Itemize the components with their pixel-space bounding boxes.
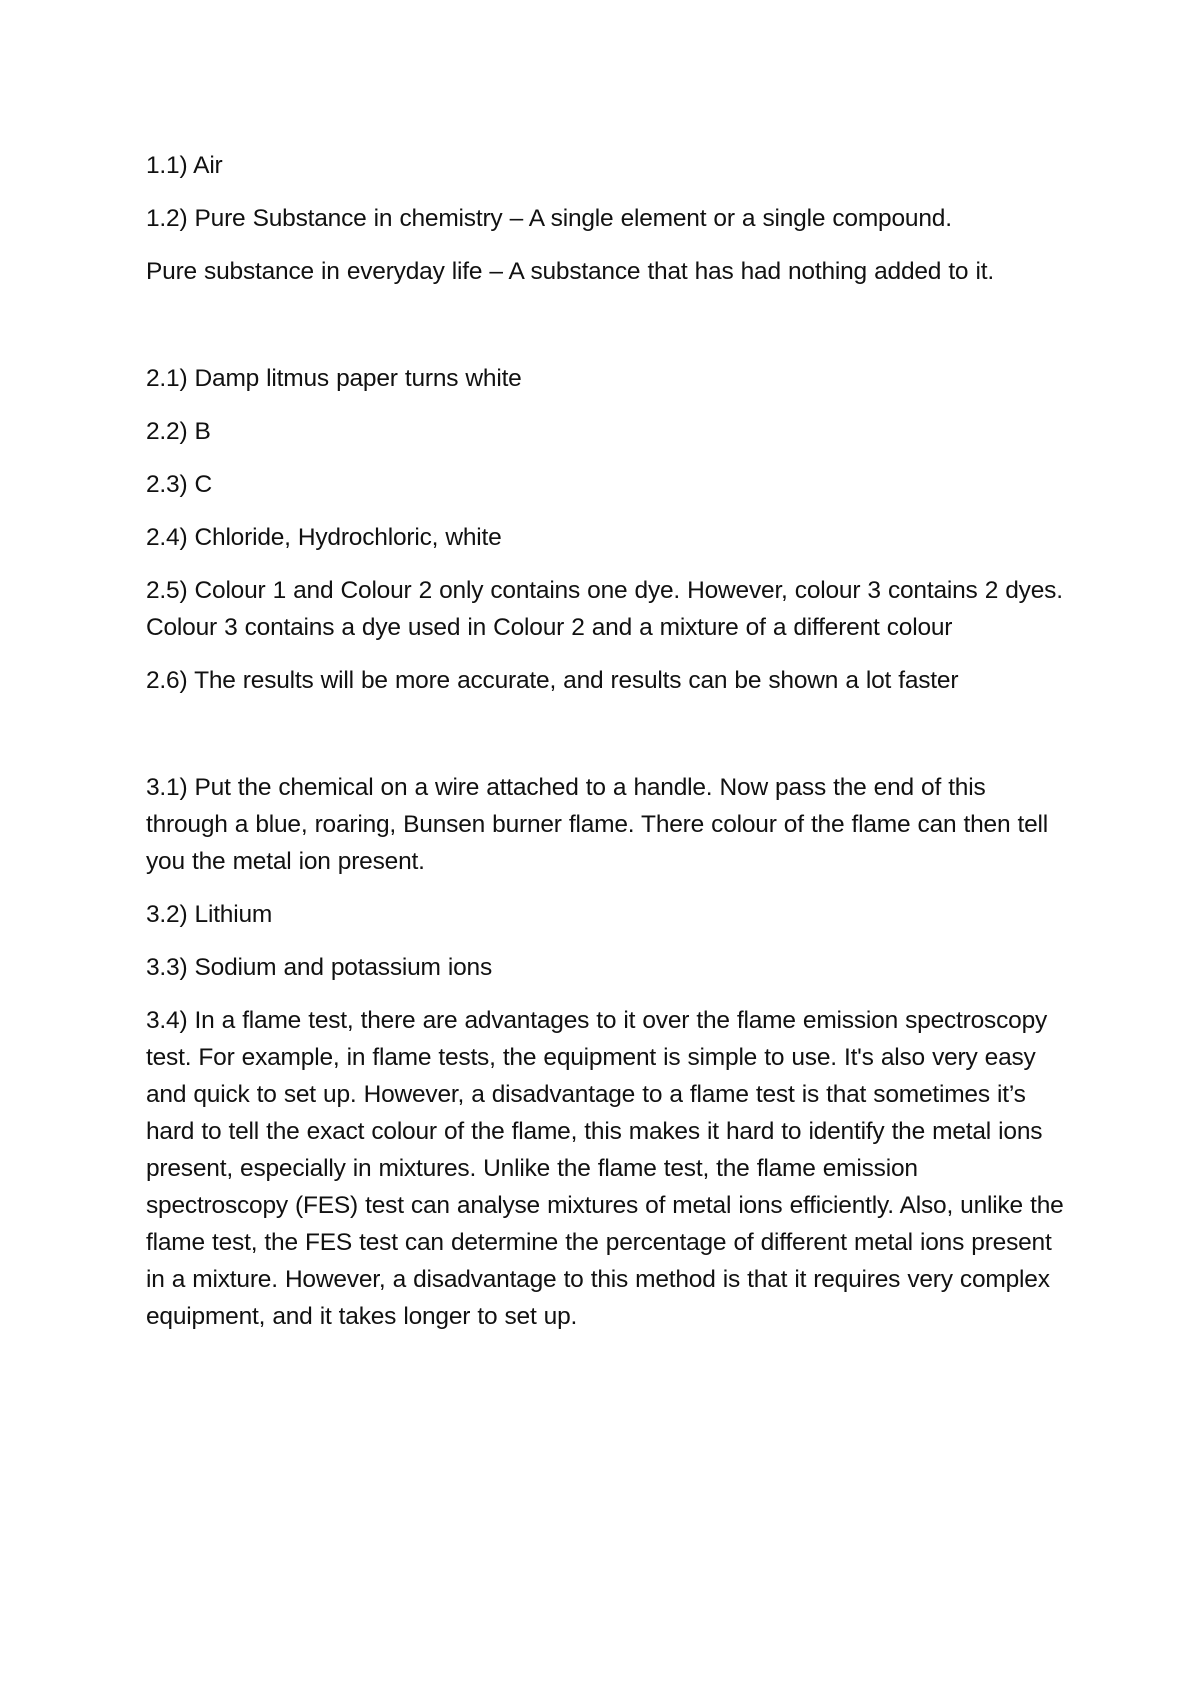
answer-2-4: 2.4) Chloride, Hydrochloric, white [146,524,502,551]
answer-2-5: 2.5) Colour 1 and Colour 2 only contains one dye. However, colour 3 contains 2 dyes. Colour 3 contains a dye used in Colour 2 and a mixture of a different colour [146,577,1063,641]
answer-1-2: 1.2) Pure Substance in chemistry – A single element or a single compound. [146,205,952,232]
answer-2-6: 2.6) The results will be more accurate, and results can be shown a lot faster [146,667,959,694]
answer-3-4: 3.4) In a flame test, there are advantages to it over the flame emission spectroscopy test. For example, in flame tests, the equipment is simple to use. It's also very easy and quick to set up. However, a disadvantage to a flame test is that sometimes it’s hard to tell the exact colour of the flame, this makes it hard to identify the metal ions present, especially in mixtures. Unlike the flame test, the flame emission spectroscopy (FES) test can analyse mixtures of metal ions efficiently. Also, unlike the flame test, the FES test can determine the percentage of different metal ions present in a mixture. However, a disadvantage to this method is that it requires very complex equipment, and it takes longer to set up. [146,1007,1064,1330]
answer-3-1: 3.1) Put the chemical on a wire attached to a handle. Now pass the end of this through a blue, roaring, Bunsen burner flame. There colour of the flame can then tell you the metal ion present. [146,774,1049,875]
document-body [146,147,1066,1335]
answer-1-2-note: Pure substance in everyday life – A substance that has had nothing added to it. [146,258,994,285]
answer-2-1: 2.1) Damp litmus paper turns white [146,365,522,392]
answer-2-2: 2.2) B [146,418,211,445]
answer-1-1: 1.1) Air [146,152,223,179]
answer-3-3: 3.3) Sodium and potassium ions [146,954,492,981]
answer-3-2: 3.2) Lithium [146,901,273,928]
answer-2-3: 2.3) C [146,471,213,498]
